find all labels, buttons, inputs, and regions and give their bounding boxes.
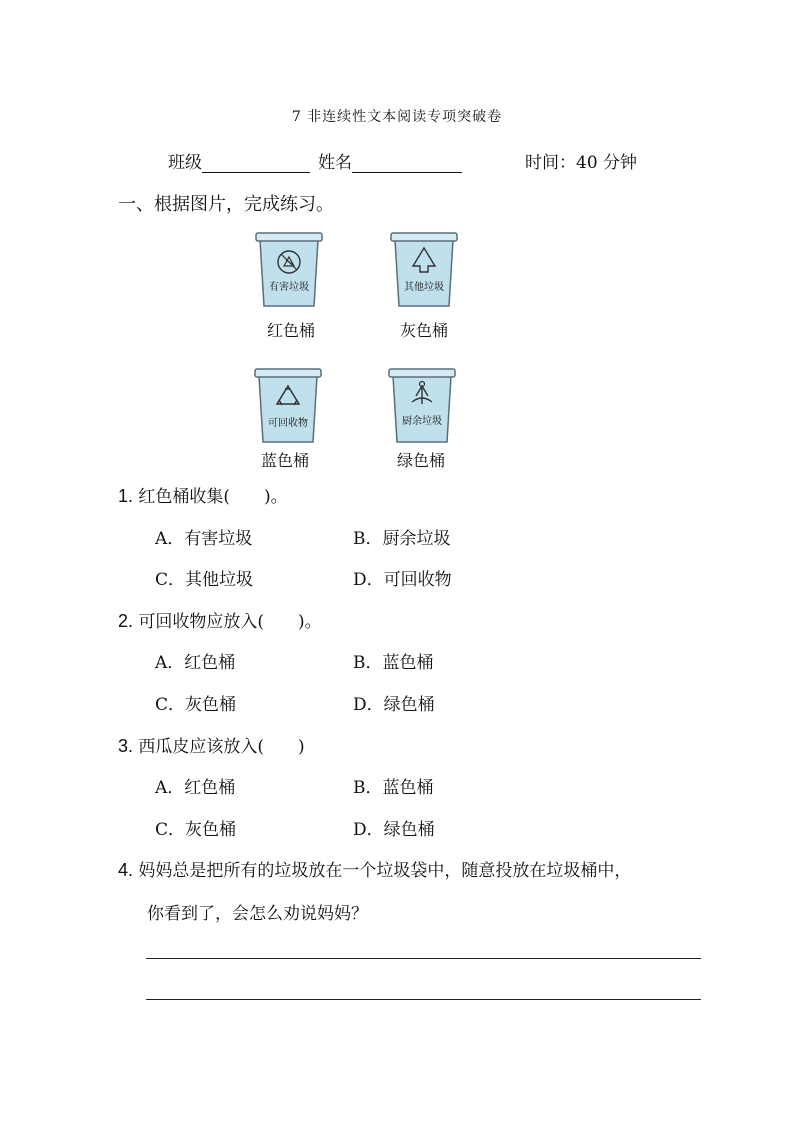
question-2 <box>118 607 322 632</box>
name-label: 姓名 <box>318 153 352 173</box>
question-3 <box>118 732 305 757</box>
class-label: 班级 <box>168 153 202 173</box>
question-number: 3. <box>118 736 134 756</box>
bin-sticker-label: 可回收物 <box>268 418 308 429</box>
option-d[interactable]: D．绿色桶 <box>353 695 435 715</box>
bin-hazardous <box>253 230 325 310</box>
bin-sticker-label: 其他垃圾 <box>404 282 444 293</box>
bin-sticker-label: 有害垃圾 <box>269 282 309 293</box>
answer-line[interactable] <box>146 999 701 1000</box>
bin-recyclable <box>252 366 324 446</box>
answer-line[interactable] <box>146 958 701 959</box>
bin-caption: 灰色桶 <box>399 321 448 340</box>
bin-kitchen <box>386 366 458 446</box>
option-b[interactable]: B．蓝色桶 <box>353 778 434 798</box>
bin-caption: 蓝色桶 <box>260 451 309 470</box>
question-text: 红色桶收集( )。 <box>138 487 288 507</box>
option-c[interactable]: C．灰色桶 <box>155 695 237 715</box>
question-number: 1. <box>118 486 134 506</box>
option-d[interactable]: D．绿色桶 <box>353 820 435 840</box>
name-field <box>318 148 462 173</box>
option-a[interactable]: A．红色桶 <box>155 778 236 798</box>
option-b[interactable]: B．厨余垃圾 <box>353 529 451 549</box>
bin-caption: 红色桶 <box>266 321 315 340</box>
class-blank[interactable] <box>202 152 310 173</box>
time-label: 时间：40 分钟 <box>525 153 638 173</box>
question-text: 可回收物应放入( )。 <box>138 612 322 632</box>
option-d[interactable]: D．可回收物 <box>353 570 452 590</box>
question-text: 西瓜皮应该放入( ) <box>138 737 305 757</box>
option-c[interactable]: C．其他垃圾 <box>155 570 254 590</box>
bin-other <box>388 230 460 310</box>
question-number: 4. <box>118 860 134 880</box>
page-title: 7 非连续性文本阅读专项突破卷 <box>291 109 503 125</box>
question-4-continued: 你看到了，会怎么劝说妈妈？ <box>147 904 368 924</box>
option-a[interactable]: A．有害垃圾 <box>155 529 253 549</box>
option-b[interactable]: B．蓝色桶 <box>353 653 434 673</box>
name-blank[interactable] <box>352 152 462 173</box>
option-c[interactable]: C．灰色桶 <box>155 820 237 840</box>
bin-caption: 绿色桶 <box>396 451 445 470</box>
question-4 <box>118 856 631 881</box>
question-1 <box>118 482 288 507</box>
section-heading: 一、根据图片，完成练习。 <box>118 194 334 215</box>
question-text: 妈妈总是把所有的垃圾放在一个垃圾袋中，随意投放在垃圾桶中， <box>138 861 632 881</box>
class-field <box>168 148 310 173</box>
option-a[interactable]: A．红色桶 <box>155 653 236 673</box>
question-number: 2. <box>118 611 134 631</box>
bin-sticker-label: 厨余垃圾 <box>402 416 442 427</box>
